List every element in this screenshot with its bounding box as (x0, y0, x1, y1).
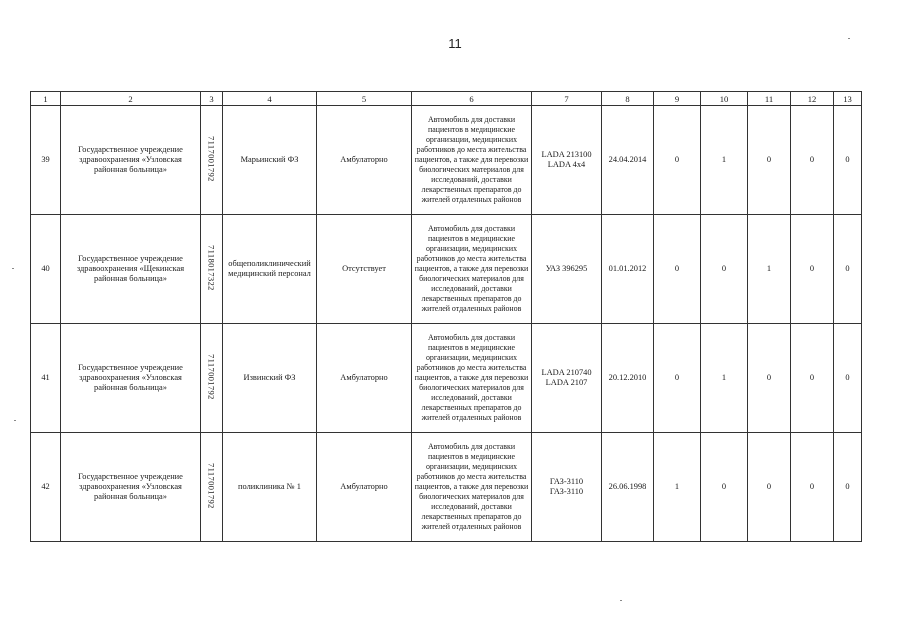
code-text: 7117001792 (206, 353, 217, 400)
row-number: 40 (31, 215, 61, 324)
column-header: 3 (201, 92, 223, 106)
vehicle-cell: УАЗ 396295 (532, 215, 602, 324)
unit-cell: поликлиника № 1 (223, 433, 317, 542)
vehicle-cell: LADA 213100 LADA 4x4 (532, 106, 602, 215)
column-header: 10 (701, 92, 748, 106)
code-cell (201, 433, 223, 542)
value-cell: 0 (701, 215, 748, 324)
value-cell: 0 (748, 106, 791, 215)
value-cell: 1 (654, 433, 701, 542)
page-number: 11 (448, 36, 462, 51)
code-cell (201, 324, 223, 433)
purpose-cell: Автомобиль для доставки пациентов в медицинские организации, медицинских работников до места жительства пациентов, а также для перевозки биологических материалов для исследований, доставки лекарственных препаратов до жителей отдаленных районов (412, 433, 532, 542)
value-cell: 0 (834, 106, 862, 215)
unit-cell: Марьинский ФЗ (223, 106, 317, 215)
row-number: 42 (31, 433, 61, 542)
column-header: 9 (654, 92, 701, 106)
date-cell: 26.06.1998 (602, 433, 654, 542)
code-cell (201, 106, 223, 215)
column-header: 2 (61, 92, 201, 106)
care-type-cell: Отсутствует (317, 215, 412, 324)
date-cell: 20.12.2010 (602, 324, 654, 433)
column-header: 13 (834, 92, 862, 106)
value-cell: 0 (791, 324, 834, 433)
column-header: 5 (317, 92, 412, 106)
care-type-cell: Амбулаторно (317, 324, 412, 433)
column-header: 8 (602, 92, 654, 106)
value-cell: 0 (791, 433, 834, 542)
column-header: 1 (31, 92, 61, 106)
vehicle-table (30, 91, 862, 542)
value-cell: 0 (791, 215, 834, 324)
unit-cell: Извинский ФЗ (223, 324, 317, 433)
institution-cell: Государственное учреждение здравоохранения «Узловская районная больница» (61, 433, 201, 542)
scan-speck (620, 600, 622, 601)
column-header: 4 (223, 92, 317, 106)
value-cell: 1 (701, 324, 748, 433)
unit-cell: общеполиклинический медицинский персонал (223, 215, 317, 324)
purpose-cell: Автомобиль для доставки пациентов в медицинские организации, медицинских работников до места жительства пациентов, а также для перевозки биологических материалов для исследований, доставки лекарственных препаратов до жителей отдаленных районов (412, 324, 532, 433)
table-row (31, 433, 862, 542)
code-text: 7117001792 (206, 462, 217, 509)
value-cell: 0 (701, 433, 748, 542)
value-cell: 0 (834, 324, 862, 433)
code-cell (201, 215, 223, 324)
institution-cell: Государственное учреждение здравоохранения «Щекинская районная больница» (61, 215, 201, 324)
value-cell: 0 (834, 215, 862, 324)
table-row (31, 324, 862, 433)
value-cell: 0 (654, 324, 701, 433)
care-type-cell: Амбулаторно (317, 433, 412, 542)
scan-speck (14, 420, 16, 421)
code-text: 7118017322 (206, 244, 217, 291)
date-cell: 01.01.2012 (602, 215, 654, 324)
column-header: 7 (532, 92, 602, 106)
code-text: 7117001792 (206, 135, 217, 182)
value-cell: 0 (834, 433, 862, 542)
table-row (31, 215, 862, 324)
row-number: 39 (31, 106, 61, 215)
scan-speck (12, 268, 14, 269)
value-cell: 0 (654, 215, 701, 324)
value-cell: 0 (654, 106, 701, 215)
institution-cell: Государственное учреждение здравоохранения «Узловская районная больница» (61, 324, 201, 433)
value-cell: 0 (791, 106, 834, 215)
table-row (31, 106, 862, 215)
vehicle-cell: ГАЗ-3110 ГАЗ-3110 (532, 433, 602, 542)
purpose-cell: Автомобиль для доставки пациентов в медицинские организации, медицинских работников до места жительства пациентов, а также для перевозки биологических материалов для исследований, доставки лекарственных препаратов до жителей отдаленных районов (412, 106, 532, 215)
column-header: 11 (748, 92, 791, 106)
care-type-cell: Амбулаторно (317, 106, 412, 215)
scan-speck (848, 38, 850, 39)
value-cell: 0 (748, 433, 791, 542)
purpose-cell: Автомобиль для доставки пациентов в медицинские организации, медицинских работников до места жительства пациентов, а также для перевозки биологических материалов для исследований, доставки лекарственных препаратов до жителей отдаленных районов (412, 215, 532, 324)
vehicle-cell: LADA 210740 LADA 2107 (532, 324, 602, 433)
date-cell: 24.04.2014 (602, 106, 654, 215)
institution-cell: Государственное учреждение здравоохранения «Узловская районная больница» (61, 106, 201, 215)
column-header: 12 (791, 92, 834, 106)
value-cell: 1 (701, 106, 748, 215)
value-cell: 0 (748, 324, 791, 433)
header-row (31, 92, 862, 106)
column-header: 6 (412, 92, 532, 106)
row-number: 41 (31, 324, 61, 433)
value-cell: 1 (748, 215, 791, 324)
